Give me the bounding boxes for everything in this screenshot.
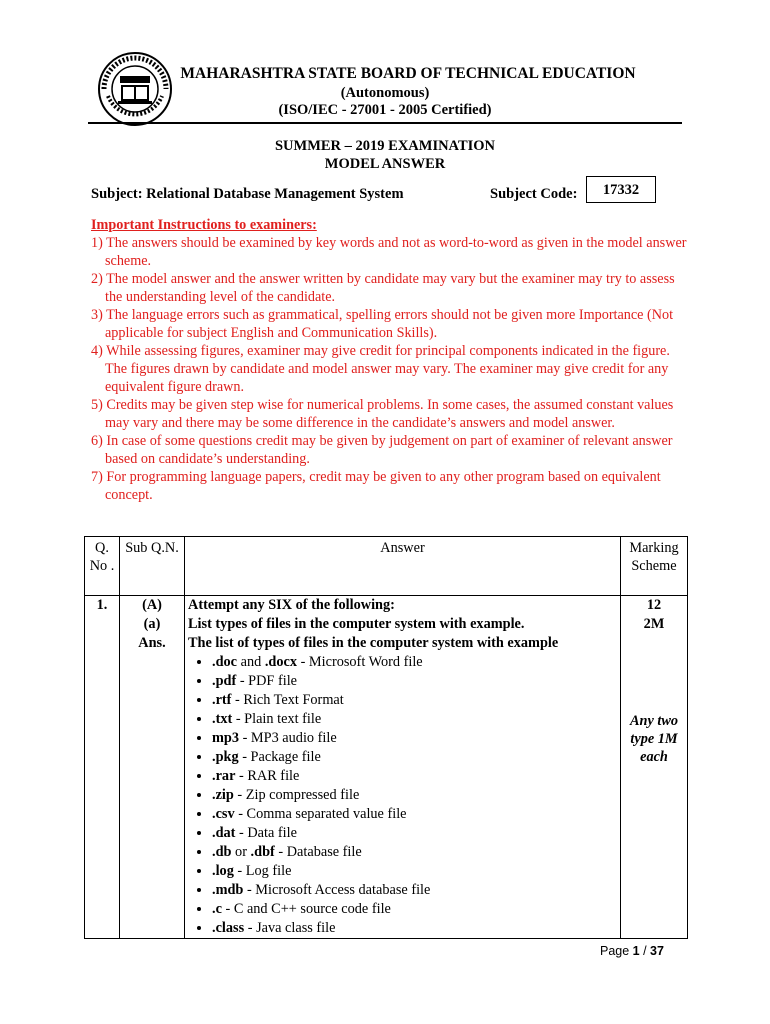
file-desc: - Log file bbox=[233, 863, 292, 879]
page-number bbox=[600, 944, 664, 958]
file-ext: .pdf bbox=[212, 673, 237, 689]
instruction-item: 6) In case of some questions credit may be given by judgement on part of examiner of relevant answer based on candidate’s understanding. bbox=[91, 433, 673, 467]
file-ext2: .dbf bbox=[250, 844, 275, 860]
instruction-item: 5) Credits may be given step wise for numerical problems. In some cases, the assumed constant values may vary and there may be some difference in the candidate’s answers and model answer. bbox=[91, 397, 674, 431]
list-item bbox=[212, 862, 617, 881]
header-subqn: Sub Q.N. bbox=[120, 537, 185, 596]
sub-question-b: (a) bbox=[143, 616, 161, 632]
header-divider bbox=[88, 122, 682, 124]
list-item bbox=[212, 653, 617, 672]
question-text: List types of files in the computer system with example. bbox=[188, 616, 525, 632]
list-item bbox=[212, 881, 617, 900]
file-ext: .log bbox=[212, 863, 234, 879]
answer-intro: The list of types of files in the computer system with example bbox=[188, 635, 559, 651]
exam-season: SUMMER – 2019 EXAMINATION bbox=[274, 138, 496, 154]
certification-label: (ISO/IEC - 27001 - 2005 Certified) bbox=[278, 102, 492, 118]
file-ext: .csv bbox=[212, 806, 235, 822]
examiner-instructions bbox=[91, 216, 691, 504]
file-desc: - Data file bbox=[235, 825, 297, 841]
file-ext: .txt bbox=[212, 711, 233, 727]
file-ext: mp3 bbox=[212, 730, 240, 746]
subject-name: Subject: Relational Database Management System bbox=[91, 186, 404, 202]
file-mid: and bbox=[237, 654, 265, 670]
file-desc: - Microsoft Access database file bbox=[243, 882, 431, 898]
instruction-item: 2) The model answer and the answer written by candidate may vary but the examiner may try to assess the understanding level of the candidate. bbox=[91, 271, 675, 305]
board-title: MAHARASHTRA STATE BOARD OF TECHNICAL EDUCATION bbox=[180, 65, 636, 82]
list-item bbox=[212, 824, 617, 843]
sub-question-a: (A) bbox=[142, 597, 162, 613]
file-ext: .dat bbox=[212, 825, 236, 841]
marking-note: Any two type 1M each bbox=[629, 713, 679, 765]
answer-cell bbox=[185, 596, 621, 939]
file-desc: - Rich Text Format bbox=[231, 692, 344, 708]
list-item bbox=[212, 672, 617, 691]
file-desc: - Comma separated value file bbox=[234, 806, 407, 822]
instruction-item: 4) While assessing figures, examiner may give credit for principal components indicated in the figure. The figures drawn by candidate and model answer may vary. The examiner may give credit for any equivalent figure drawn. bbox=[91, 343, 670, 395]
instruction-item: 1) The answers should be examined by key words and not as word-to-word as given in the model answer scheme. bbox=[91, 235, 687, 269]
answer-label: Ans. bbox=[138, 635, 166, 651]
file-desc: - Microsoft Word file bbox=[297, 654, 423, 670]
subject-code-box: 17332 bbox=[586, 176, 656, 203]
file-ext: .zip bbox=[212, 787, 234, 803]
file-ext: .db bbox=[212, 844, 232, 860]
subject-code-label: Subject Code: bbox=[490, 186, 578, 202]
file-ext: .c bbox=[212, 901, 222, 917]
file-ext: .class bbox=[212, 920, 245, 936]
table-header-row bbox=[85, 537, 688, 596]
file-desc: - Plain text file bbox=[232, 711, 322, 727]
page-separator: / bbox=[639, 944, 651, 958]
instruction-item: 7) For programming language papers, credit may be given to any other program based on equivalent concept. bbox=[91, 469, 661, 503]
file-ext2: .docx bbox=[264, 654, 297, 670]
file-desc: - Zip compressed file bbox=[233, 787, 360, 803]
file-type-list bbox=[188, 653, 617, 938]
list-item bbox=[212, 748, 617, 767]
list-item bbox=[212, 919, 617, 938]
table-row bbox=[85, 596, 688, 939]
exam-title: MODEL ANSWER bbox=[324, 156, 446, 172]
sub-question bbox=[120, 596, 185, 939]
answer-table bbox=[84, 536, 688, 939]
file-desc: - MP3 audio file bbox=[239, 730, 337, 746]
file-ext: .rtf bbox=[212, 692, 232, 708]
autonomous-label: (Autonomous) bbox=[340, 85, 430, 101]
file-desc: - C and C++ source code file bbox=[221, 901, 391, 917]
total-marks: 12 bbox=[646, 597, 662, 613]
list-item bbox=[212, 843, 617, 862]
list-item bbox=[212, 710, 617, 729]
file-ext: .mdb bbox=[212, 882, 244, 898]
question-number: 1. bbox=[85, 596, 120, 939]
header-qno: Q. No . bbox=[85, 537, 120, 596]
header-marking: Marking Scheme bbox=[621, 537, 688, 596]
file-desc: - Java class file bbox=[244, 920, 336, 936]
file-ext: .rar bbox=[212, 768, 236, 784]
file-desc: - RAR file bbox=[235, 768, 300, 784]
page-prefix: Page bbox=[600, 944, 633, 958]
list-item bbox=[212, 691, 617, 710]
question-instruction: Attempt any SIX of the following: bbox=[188, 597, 395, 613]
file-desc: - Package file bbox=[238, 749, 321, 765]
instructions-title: Important Instructions to examiners: bbox=[91, 217, 317, 233]
list-item bbox=[212, 767, 617, 786]
instruction-item: 3) The language errors such as grammatical, spelling errors should not be given more Importance (Not applicable for subject English and Communication Skills). bbox=[91, 307, 674, 341]
list-item bbox=[212, 786, 617, 805]
page-current: 1 bbox=[632, 944, 640, 958]
marking-cell bbox=[621, 596, 688, 939]
header-answer: Answer bbox=[185, 537, 621, 596]
file-desc: - Database file bbox=[274, 844, 362, 860]
file-ext: .pkg bbox=[212, 749, 239, 765]
file-mid: or bbox=[231, 844, 251, 860]
question-marks: 2M bbox=[643, 616, 665, 632]
page-total: 37 bbox=[650, 944, 664, 958]
list-item bbox=[212, 805, 617, 824]
list-item bbox=[212, 729, 617, 748]
msbte-logo-seal bbox=[96, 50, 174, 128]
file-desc: - PDF file bbox=[236, 673, 298, 689]
file-ext: .doc bbox=[212, 654, 238, 670]
list-item bbox=[212, 900, 617, 919]
